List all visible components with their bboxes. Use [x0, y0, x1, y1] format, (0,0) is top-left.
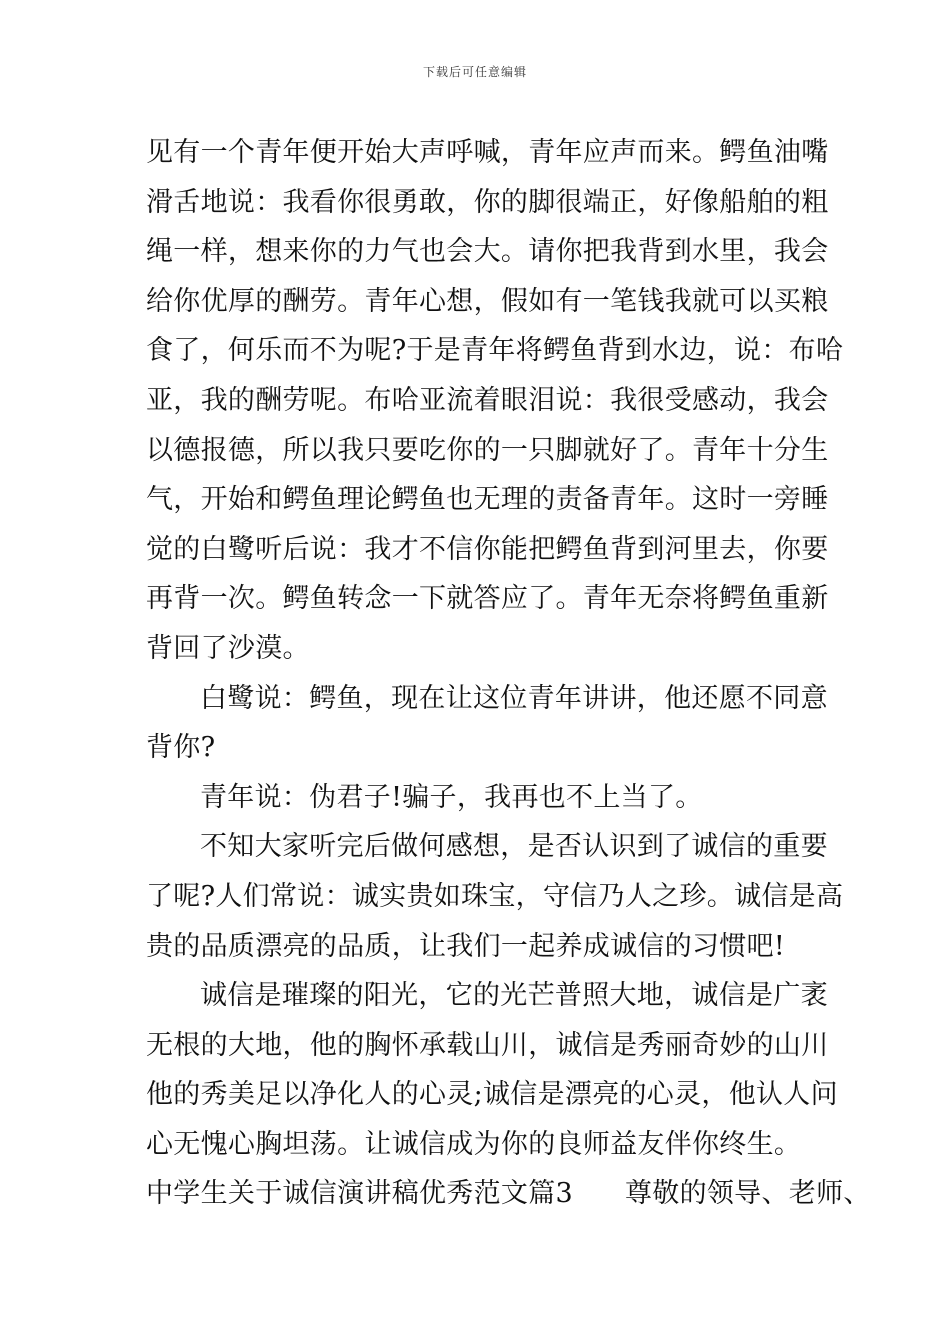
text-line: 诚信是璀璨的阳光，它的光芒普照大地，诚信是广袤 — [200, 980, 828, 1012]
youth-paragraph — [146, 773, 814, 823]
text-line: 食了，何乐而不为呢?于是青年将鳄鱼背到水边，说：布哈 — [146, 335, 844, 367]
page-header-note: 下载后可任意编辑 — [422, 65, 527, 79]
text-line: 再背一次。鳄鱼转念一下就答应了。青年无奈将鳄鱼重新 — [146, 583, 829, 615]
heading-title: 中学生关于诚信演讲稿优秀范文篇3 — [146, 1178, 573, 1210]
text-line: 绳一样，想来你的力气也会大。请你把我背到水里，我会 — [146, 236, 829, 268]
story-paragraph — [146, 128, 844, 674]
next-article-heading — [146, 1169, 871, 1219]
text-line: 滑舌地说：我看你很勇敢，你的脚很端正，好像船舶的粗 — [146, 186, 829, 218]
text-line: 白鹭说：鳄鱼，现在让这位青年讲讲，他还愿不同意 — [200, 682, 828, 714]
text-line: 他的秀美足以净化人的心灵;诚信是漂亮的心灵，他认人问 — [146, 1079, 838, 1111]
egret-paragraph — [146, 674, 828, 773]
text-line: 觉的白鹭听后说：我才不信你能把鳄鱼背到河里去，你要 — [146, 533, 829, 565]
text-line: 给你优厚的酬劳。青年心想，假如有一笔钱我就可以买粮 — [146, 285, 829, 317]
text-line: 以德报德，所以我只要吃你的一只脚就好了。青年十分生 — [146, 434, 829, 466]
text-line: 了呢?人们常说：诚实贵如珠宝，守信乃人之珍。诚信是高 — [146, 880, 844, 912]
text-line: 背回了沙漠。 — [146, 632, 310, 664]
document-body — [146, 128, 871, 1219]
integrity-paragraph — [146, 971, 838, 1169]
text-line: 背你? — [146, 732, 216, 764]
heading-line — [146, 1169, 871, 1219]
text-line: 亚，我的酬劳呢。布哈亚流着眼泪说：我很受感动，我会 — [146, 384, 829, 416]
text-line: 气，开始和鳄鱼理论鳄鱼也无理的责备青年。这时一旁睡 — [146, 484, 829, 516]
text-line: 不知大家听完后做何感想，是否认识到了诚信的重要 — [200, 831, 828, 863]
text-line: 无根的大地，他的胸怀承载山川，诚信是秀丽奇妙的山川 — [146, 1029, 829, 1061]
text-line: 青年说：伪君子!骗子，我再也不上当了。 — [200, 781, 703, 813]
text-line: 心无愧心胸坦荡。让诚信成为你的良师益友伴你终生。 — [146, 1128, 802, 1160]
reflection-paragraph — [146, 822, 844, 971]
text-line: 贵的品质漂亮的品质，让我们一起养成诚信的习惯吧! — [146, 930, 786, 962]
heading-salutation: 尊敬的领导、老师、 — [624, 1178, 871, 1210]
text-line: 见有一个青年便开始大声呼喊，青年应声而来。鳄鱼油嘴 — [146, 137, 829, 168]
